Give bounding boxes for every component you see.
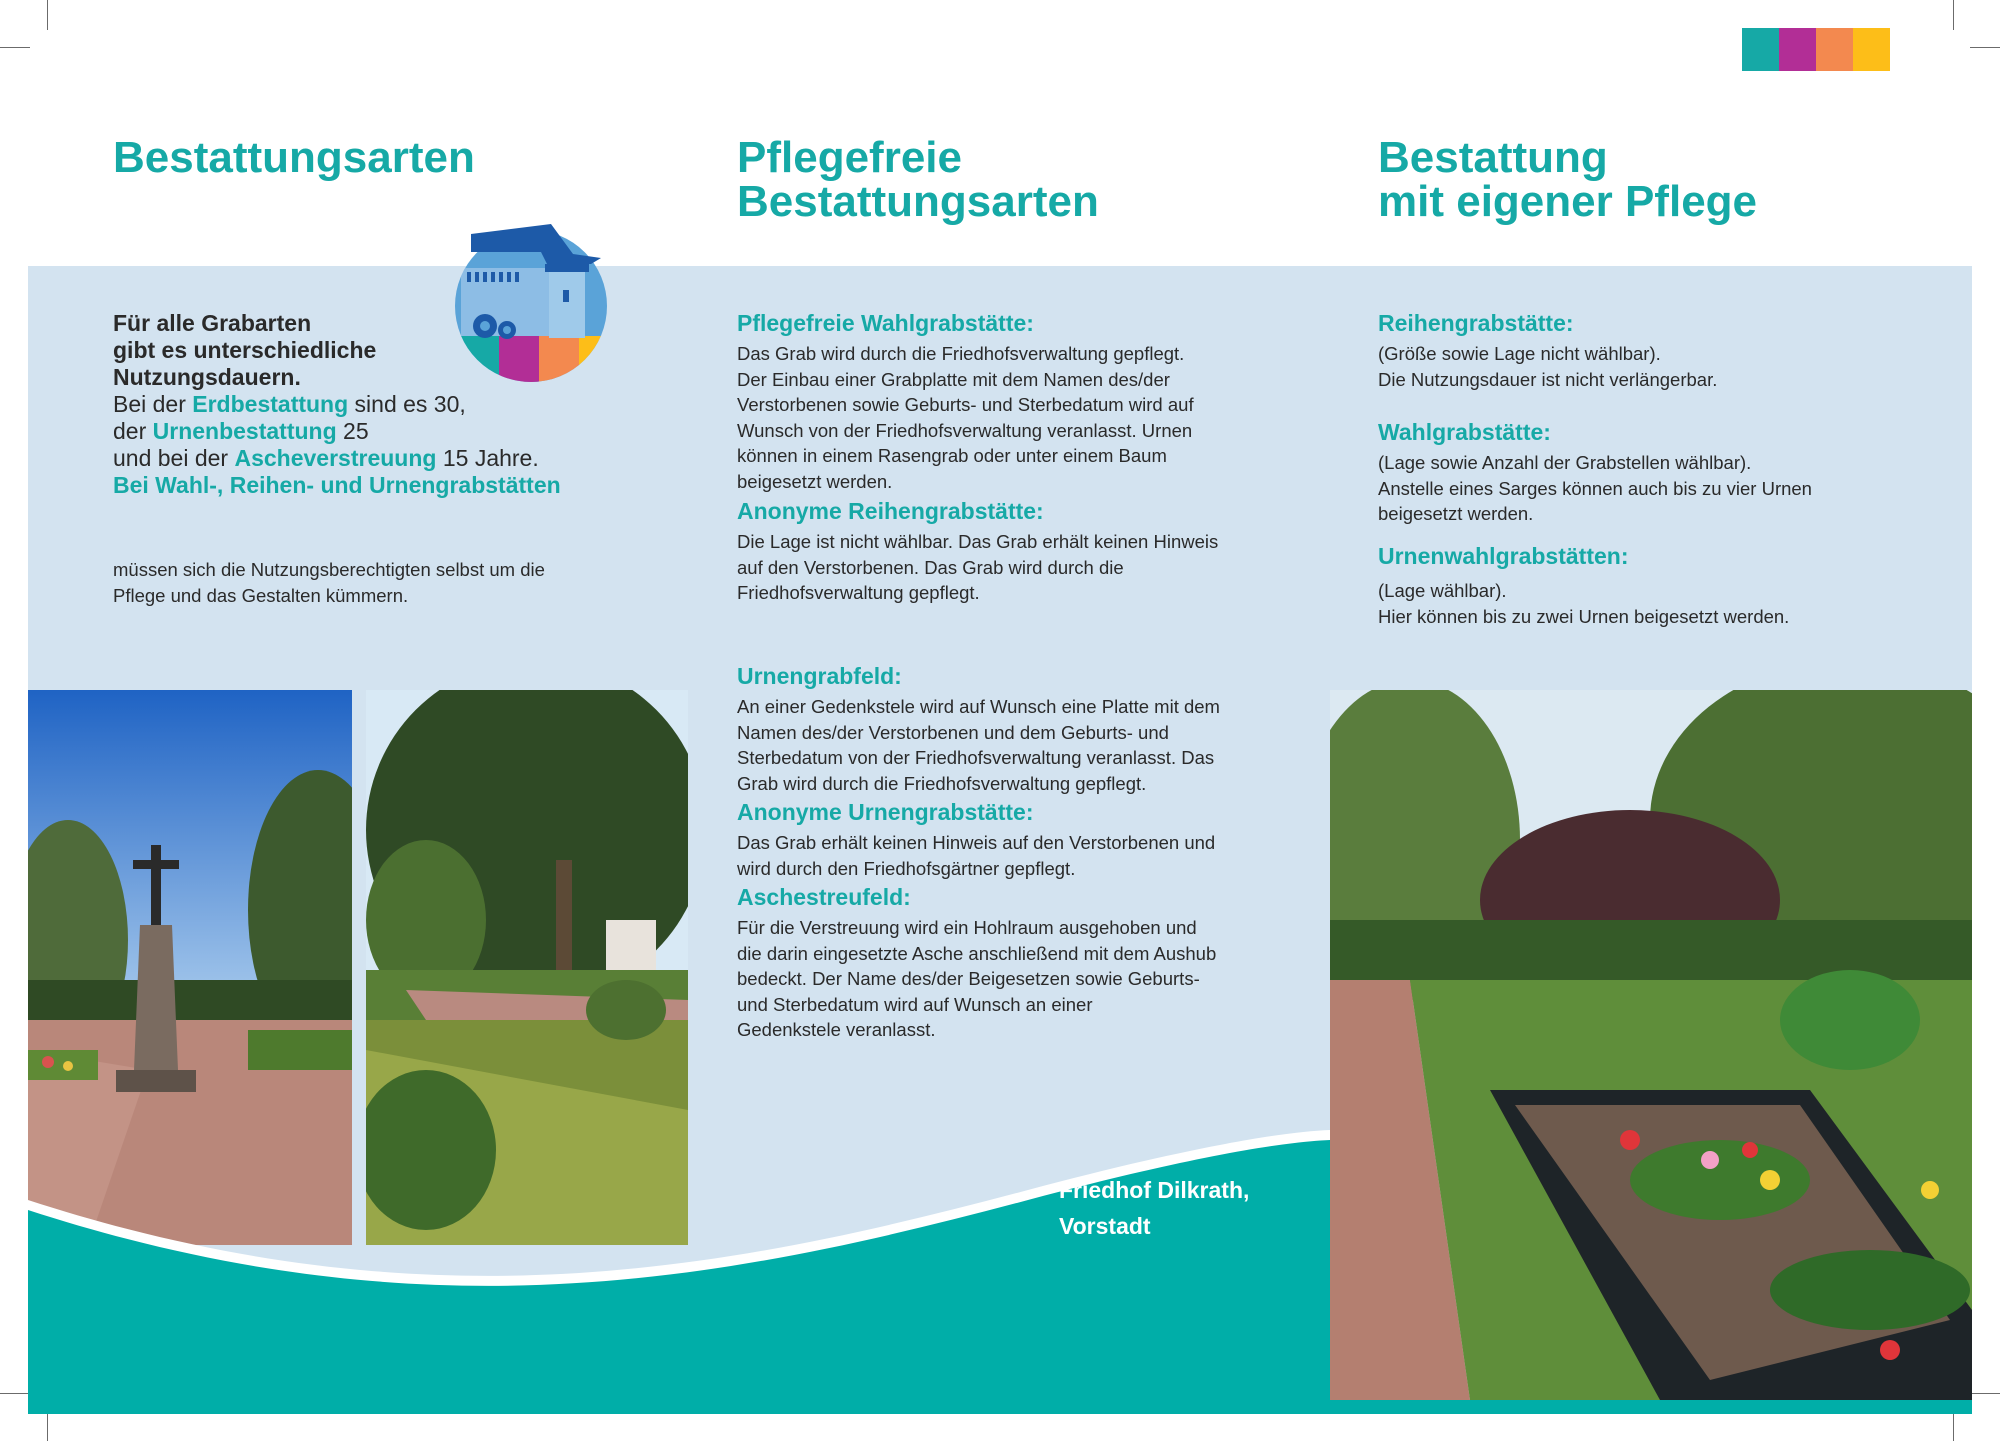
body-line: An einer Gedenkstele wird auf Wunsch eine Platte mit dem bbox=[737, 696, 1220, 717]
crop-mark bbox=[0, 1393, 30, 1394]
intro-bold-line: gibt es unterschiedliche bbox=[113, 337, 377, 363]
section-heading: Anonyme Reihengrabstätte: bbox=[737, 498, 1044, 524]
section-heading: Pflegefreie Wahlgrabstätte: bbox=[737, 310, 1034, 336]
teal-wave bbox=[28, 1070, 1972, 1414]
text-fragment: der bbox=[113, 418, 153, 444]
section-heading: Urnenwahlgrabstätten: bbox=[1378, 543, 1629, 569]
text-fragment: Bei der bbox=[113, 391, 193, 417]
col3-title bbox=[1378, 133, 1758, 226]
body-line: (Lage wählbar). bbox=[1378, 580, 1507, 601]
col3-title-line: mit eigener Pflege bbox=[1378, 177, 1758, 226]
body-line: Pflege und das Gestalten kümmern. bbox=[113, 584, 409, 606]
col2-section-anonym-urne bbox=[737, 798, 1215, 881]
body-line: (Größe sowie Lage nicht wählbar). bbox=[1378, 343, 1661, 364]
body-line: Verstorbenen sowie Geburts- und Sterbedatum wird auf bbox=[737, 394, 1194, 415]
caption-line: Vorstadt bbox=[1059, 1213, 1151, 1239]
col3-title-line: Bestattung bbox=[1378, 133, 1608, 182]
body-line: bedeckt. Der Name des/der Beigesetzen sowie Geburts- bbox=[737, 968, 1200, 989]
body-line: Das Grab wird durch die Friedhofsverwaltung gepflegt. bbox=[737, 343, 1185, 364]
body-line: Das Grab erhält keinen Hinweis auf den Verstorbenen und bbox=[737, 832, 1216, 853]
intro-bold-line: Für alle Grabarten bbox=[113, 310, 312, 336]
section-heading: Anonyme Urnengrabstätte: bbox=[737, 799, 1034, 825]
body-line: die darin eingesetzte Asche anschließend mit dem Aushub bbox=[737, 942, 1217, 964]
text-fragment: sind es 30, bbox=[348, 391, 466, 417]
text-fragment: 25 bbox=[336, 418, 369, 444]
body-line: beigesetzt werden. bbox=[737, 470, 893, 492]
highlight-erdbestattung: Erdbestattung bbox=[192, 391, 349, 417]
body-line: Der Einbau einer Grabplatte mit dem Namen des/der bbox=[737, 368, 1170, 390]
caption-line: Friedhof Dilkrath, bbox=[1059, 1177, 1250, 1203]
color-swatch-teal bbox=[1742, 28, 1779, 71]
highlight-ascheverstreuung: Ascheverstreuung bbox=[234, 445, 437, 471]
crop-mark bbox=[47, 0, 48, 30]
body-line: (Lage sowie Anzahl der Grabstellen wählbar). bbox=[1378, 452, 1752, 473]
col2-section-wahlgrab bbox=[737, 309, 1194, 494]
body-line: Sterbedatum von der Friedhofsverwaltung veranlasst. Das bbox=[737, 747, 1215, 768]
duration-line-asche bbox=[113, 445, 561, 472]
body-line: Gedenkstele veranlasst. bbox=[737, 1019, 936, 1040]
body-line: Hier können bis zu zwei Urnen beigesetzt werden. bbox=[1378, 605, 1790, 627]
section-body bbox=[737, 694, 1220, 796]
crop-mark bbox=[1953, 1411, 1954, 1441]
section-heading: Reihengrabstätte: bbox=[1378, 310, 1574, 336]
col2-title-line: Bestattungsarten bbox=[737, 177, 1099, 226]
color-swatch-orange bbox=[1816, 28, 1853, 71]
col3-section-urnenwahlgrab bbox=[1378, 542, 1789, 629]
col2-section-anonym-reihe bbox=[737, 497, 1218, 606]
highlight-grabstaetten: Bei Wahl-, Reihen- und Urnengrabstätten bbox=[113, 472, 561, 498]
section-heading: Urnengrabfeld: bbox=[737, 663, 902, 689]
body-line: Wunsch von der Friedhofsverwaltung veranlasst. Urnen bbox=[737, 419, 1193, 441]
duration-line-urne bbox=[113, 418, 561, 445]
body-line: Die Nutzungsdauer ist nicht verlängerbar. bbox=[1378, 368, 1718, 390]
col3-section-reihengrab bbox=[1378, 309, 1717, 392]
color-swatch-magenta bbox=[1779, 28, 1816, 71]
body-line: können in einem Rasengrab oder unter einem Baum bbox=[737, 445, 1167, 466]
body-line: Grab wird durch die Friedhofsverwaltung gepflegt. bbox=[737, 772, 1147, 794]
body-line: Anstelle eines Sarges können auch bis zu vier Urnen bbox=[1378, 477, 1812, 499]
col1-intro bbox=[113, 310, 561, 499]
highlight-urnenbestattung: Urnenbestattung bbox=[152, 418, 337, 444]
body-line: auf den Verstorbenen. Das Grab wird durch die bbox=[737, 556, 1124, 578]
crop-mark bbox=[1970, 47, 2000, 48]
col1-body bbox=[113, 557, 545, 608]
section-body bbox=[1378, 450, 1812, 527]
section-body bbox=[737, 529, 1218, 606]
color-swatch-yellow bbox=[1853, 28, 1890, 71]
col2-title bbox=[737, 133, 1099, 226]
col3-section-wahlgrab bbox=[1378, 418, 1812, 527]
crop-mark bbox=[1953, 0, 1954, 30]
crop-mark bbox=[0, 47, 30, 48]
col2-section-aschestreufeld bbox=[737, 883, 1216, 1043]
photo-caption bbox=[1059, 1172, 1249, 1244]
body-line: beigesetzt werden. bbox=[1378, 503, 1534, 524]
body-line: Für die Verstreuung wird ein Hohlraum ausgehoben und bbox=[737, 917, 1197, 938]
section-body bbox=[1378, 578, 1789, 629]
body-line: Friedhofsverwaltung gepflegt. bbox=[737, 582, 980, 603]
duration-line-erd bbox=[113, 391, 561, 418]
text-fragment: 15 Jahre. bbox=[436, 445, 539, 471]
section-body bbox=[737, 341, 1194, 494]
col1-title: Bestattungsarten bbox=[113, 133, 475, 182]
section-body bbox=[737, 830, 1215, 881]
col2-title-line: Pflegefreie bbox=[737, 133, 962, 182]
body-line: wird durch den Friedhofsgärtner gepflegt. bbox=[737, 857, 1076, 879]
section-heading: Wahlgrabstätte: bbox=[1378, 419, 1551, 445]
text-fragment: und bei der bbox=[113, 445, 235, 471]
section-heading: Aschestreufeld: bbox=[737, 884, 911, 910]
crop-mark bbox=[1970, 1393, 2000, 1394]
crop-mark bbox=[47, 1411, 48, 1441]
body-line: und Sterbedatum wird auf Wunsch an einer bbox=[737, 993, 1093, 1015]
body-line: müssen sich die Nutzungsberechtigten selbst um die bbox=[113, 559, 545, 580]
intro-bold-line: Nutzungsdauern. bbox=[113, 364, 301, 390]
body-line: Namen des/der Verstorbenen und dem Geburts- und bbox=[737, 721, 1169, 743]
body-line: Die Lage ist nicht wählbar. Das Grab erhält keinen Hinweis bbox=[737, 531, 1219, 552]
section-body bbox=[1378, 341, 1717, 392]
col2-section-urnengrabfeld bbox=[737, 662, 1220, 796]
section-body bbox=[737, 915, 1216, 1043]
